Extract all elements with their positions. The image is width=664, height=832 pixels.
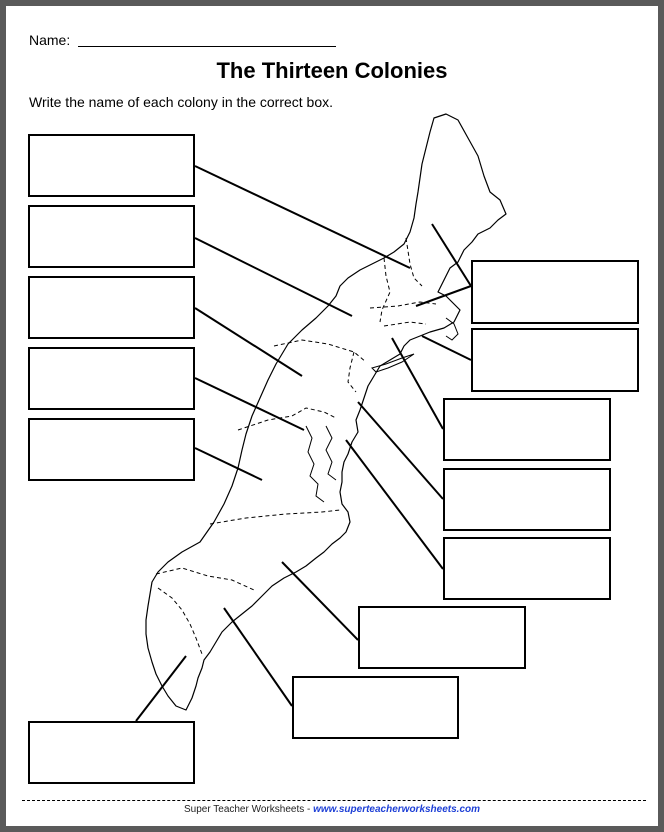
answer-box-8[interactable]: [443, 398, 611, 461]
answer-box-13[interactable]: [28, 721, 195, 784]
answer-box-7[interactable]: [471, 328, 639, 392]
answer-box-9[interactable]: [443, 468, 611, 531]
footer-url-link[interactable]: www.superteacherworksheets.com: [313, 804, 481, 815]
answer-box-6[interactable]: [471, 260, 639, 324]
footer-separator: -: [304, 804, 314, 815]
instructions-text: Write the name of each colony in the correct box.: [29, 94, 334, 110]
footer-divider: [22, 800, 646, 801]
answer-box-12[interactable]: [292, 676, 459, 739]
answer-box-10[interactable]: [443, 537, 611, 600]
answer-box-5[interactable]: [28, 418, 195, 481]
answer-box-2[interactable]: [28, 205, 195, 268]
name-label: Name:: [29, 32, 71, 48]
answer-box-1[interactable]: [28, 134, 195, 197]
footer-brand: Super Teacher Worksheets: [183, 804, 305, 815]
answer-box-4[interactable]: [28, 347, 195, 410]
worksheet-page: [6, 6, 658, 826]
footer: [6, 804, 658, 815]
answer-box-11[interactable]: [358, 606, 526, 669]
page-title: The Thirteen Colonies: [216, 58, 448, 83]
answer-box-3[interactable]: [28, 276, 195, 339]
